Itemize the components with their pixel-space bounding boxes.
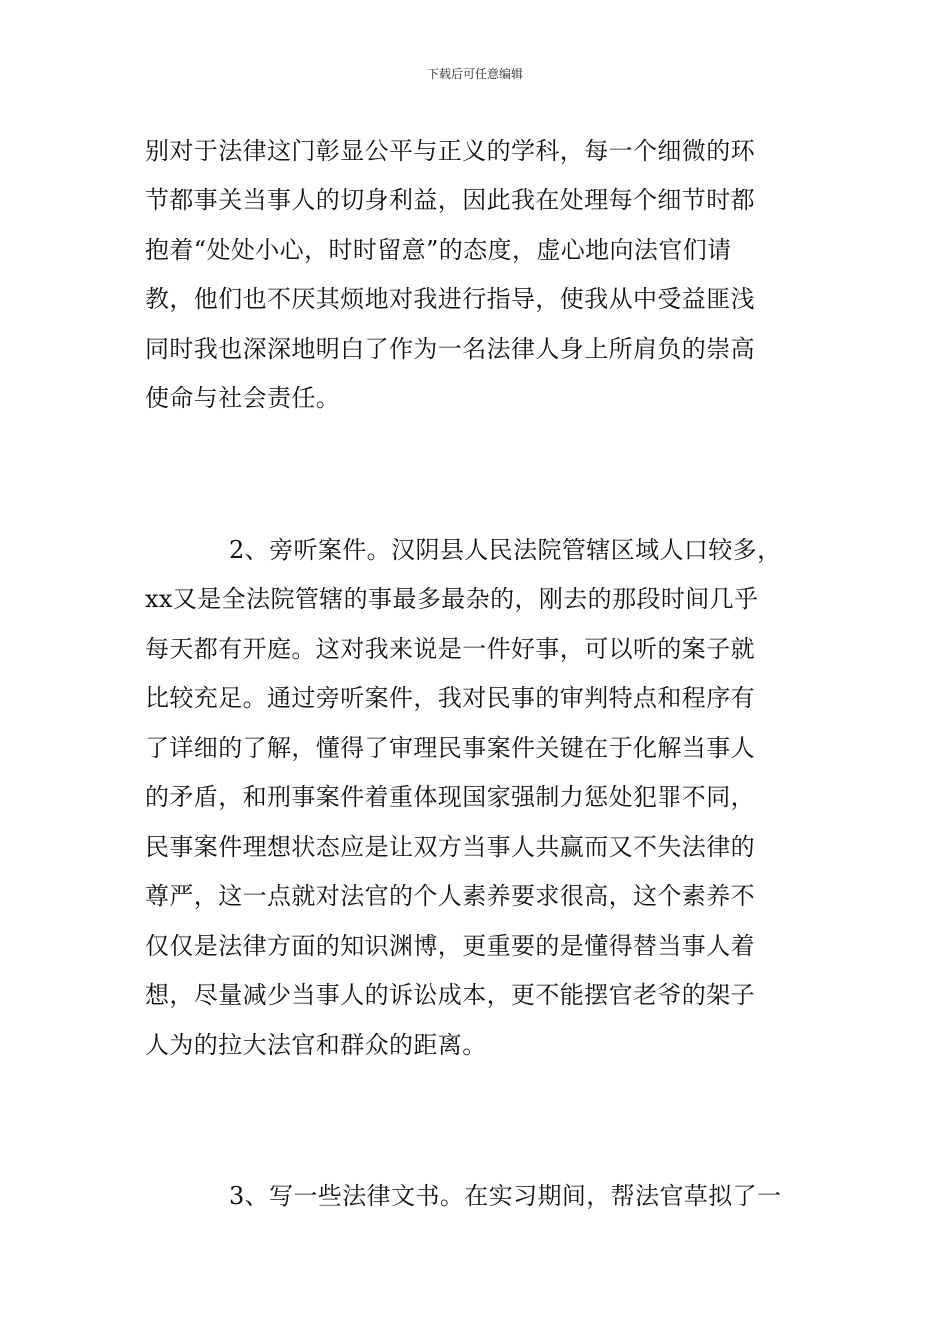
- text-line: 了详细的了解，懂得了审理民事案件关键在于化解当事人: [145, 734, 755, 762]
- text-line: 抱着“处处小心，时时留意”的态度，虚心地向法官们请: [145, 236, 732, 264]
- text-line: 人为的拉大法官和群众的距离。: [145, 1031, 487, 1059]
- text-line: 的矛盾，和刑事案件着重体现国家强制力惩处犯罪不同，: [145, 783, 755, 811]
- text-line: 比较充足。通过旁听案件，我对民事的审判特点和程序有: [145, 684, 755, 712]
- text-line: 使命与社会责任。: [145, 384, 341, 412]
- text-line: 仅仅是法律方面的知识渊博，更重要的是懂得替当事人着: [145, 932, 755, 960]
- text-line: 尊严，这一点就对法官的个人素养要求很高，这个素养不: [145, 882, 755, 910]
- text-line: 想，尽量减少当事人的诉讼成本，更不能摆官老爷的架子: [145, 981, 755, 1009]
- text-line: 节都事关当事人的切身利益，因此我在处理每个细节时都: [145, 186, 755, 214]
- text-line: 教，他们也不厌其烦地对我进行指导，使我从中受益匪浅: [145, 285, 755, 313]
- text-line: 民事案件理想状态应是让双方当事人共赢而又不失法律的: [145, 833, 755, 861]
- page-header: 下载后可任意编辑: [426, 67, 523, 81]
- text-line: 别对于法律这门彰显公平与正义的学科，每一个细微的环: [145, 137, 755, 165]
- text-line: xx又是全法院管辖的事最多最杂的，刚去的那段时间几乎: [145, 585, 759, 613]
- text-line: 2、旁听案件。汉阴县人民法院管辖区域人口较多，: [229, 536, 782, 564]
- text-line: 每天都有开庭。这对我来说是一件好事，可以听的案子就: [145, 635, 755, 663]
- text-line: 同时我也深深地明白了作为一名法律人身上所肩负的崇高: [145, 335, 755, 363]
- text-line: 3、写一些法律文书。在实习期间，帮法官草拟了一: [229, 1182, 782, 1210]
